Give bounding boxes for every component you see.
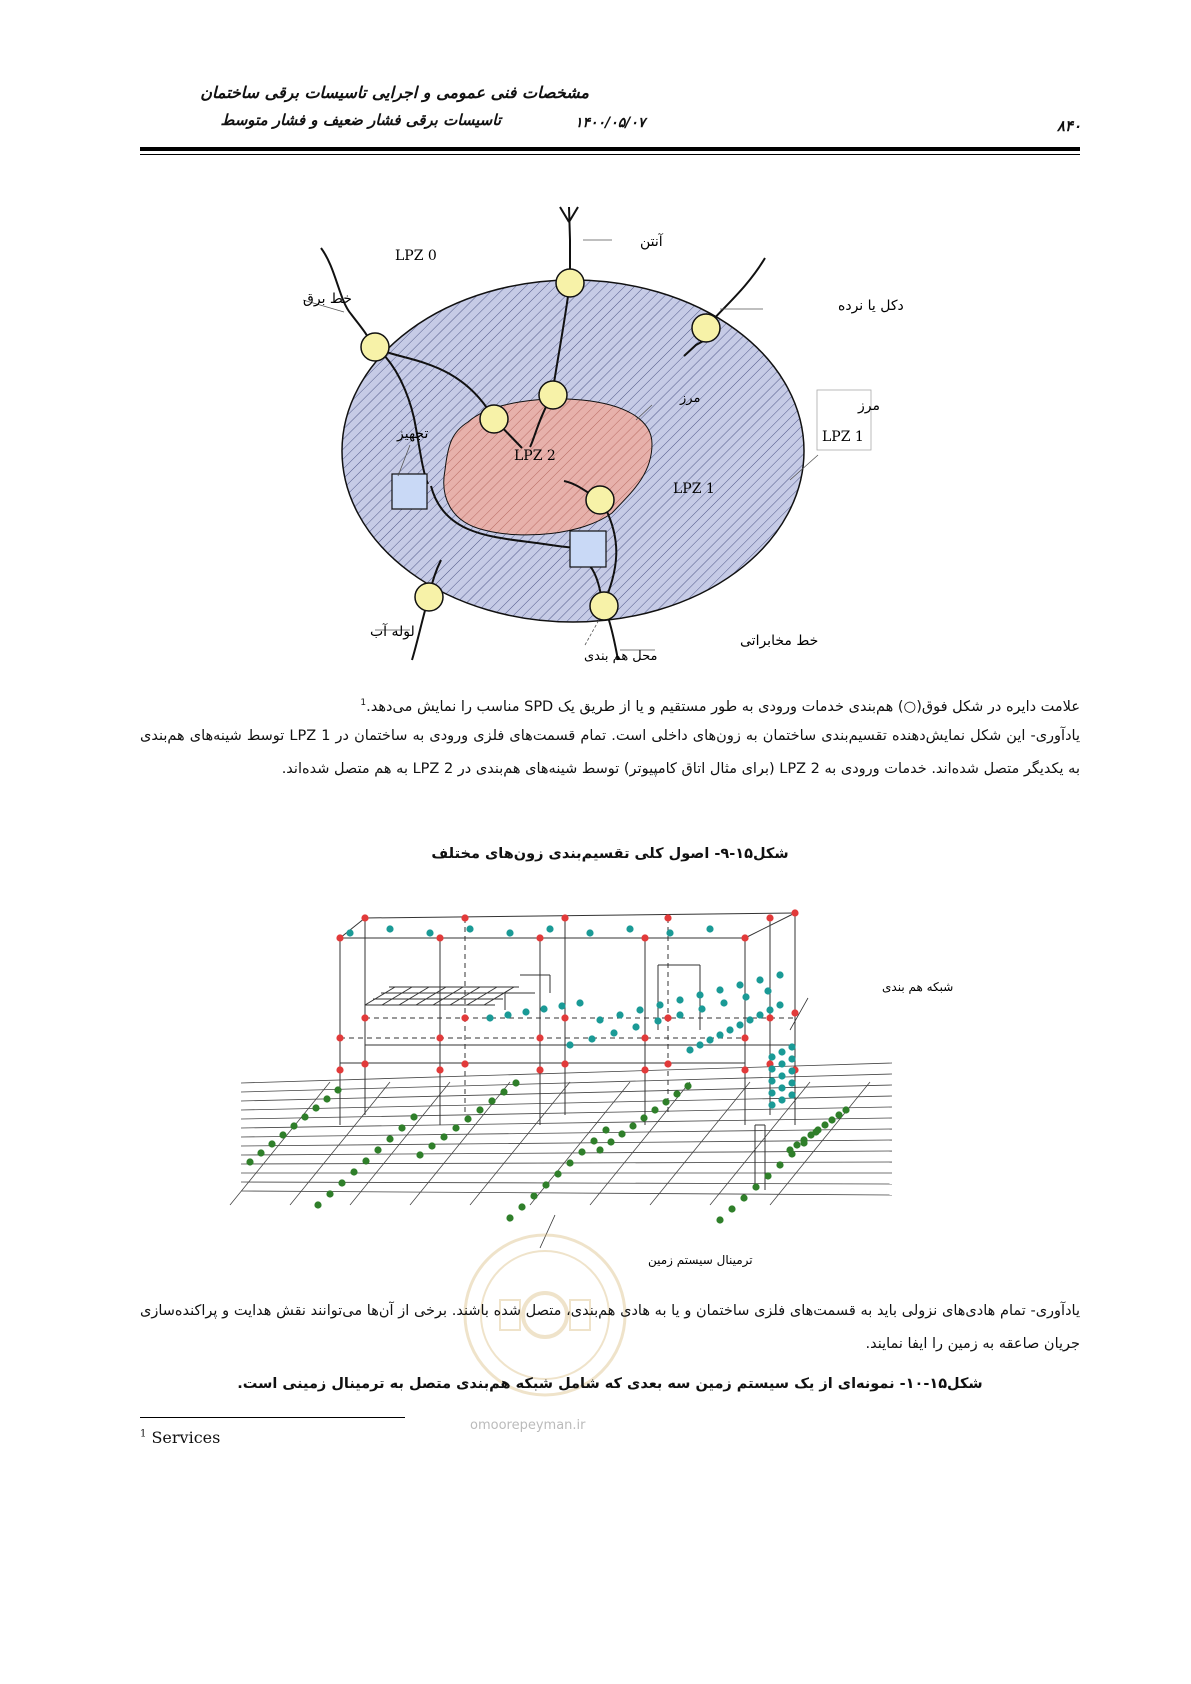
bonding-dot: [788, 1055, 795, 1062]
footnote-text: Services: [151, 1428, 221, 1447]
ground-dot: [476, 1106, 483, 1113]
ground-dot: [607, 1138, 614, 1145]
bonding-dot: [346, 929, 353, 936]
frame-node-top: [536, 934, 543, 941]
bonding-dot: [540, 1005, 547, 1012]
earthing-grid-diagram: [235, 885, 954, 1270]
ground-dot: [428, 1142, 435, 1149]
frame-node-mid: [536, 1034, 543, 1041]
ground-dot: [596, 1146, 603, 1153]
bonding-dot: [720, 999, 727, 1006]
ground-dot: [312, 1104, 319, 1111]
ground-dot: [821, 1121, 828, 1128]
bonding-node-mast: [692, 314, 720, 342]
grid-line: [241, 1107, 892, 1119]
frame-node-mid: [664, 1014, 671, 1021]
frame-node-mid: [791, 1009, 798, 1016]
bonding-dot: [768, 1077, 775, 1084]
grid-line: [230, 1082, 330, 1205]
ground-dot: [326, 1190, 333, 1197]
ground-dot: [629, 1122, 636, 1129]
bonding-dot: [766, 1006, 773, 1013]
ground-dot: [301, 1113, 308, 1120]
grid-line: [484, 987, 514, 1005]
ground-dot: [764, 1172, 771, 1179]
frame-node-top: [766, 914, 773, 921]
footnote: [140, 1428, 220, 1447]
ground-dot: [518, 1203, 525, 1210]
frame-node-top: [791, 909, 798, 916]
ground-dot: [662, 1098, 669, 1105]
bonding-dot: [626, 925, 633, 932]
bonding-dot: [778, 1048, 785, 1055]
figure2-caption: شکل۱۵-۱۰- نمونه‌ای از یک سیستم زمین سه بعدی که شامل شبکه هم‌بندی متصل به ترمینال زمینی است.: [237, 1376, 983, 1392]
bonding-dot: [706, 925, 713, 932]
frame-node-low: [436, 1066, 443, 1073]
ground-dot: [752, 1183, 759, 1190]
grid-line: [365, 913, 795, 918]
bonding-dot: [716, 986, 723, 993]
ground-dot: [290, 1122, 297, 1129]
bonding-node-lpz2-left: [480, 405, 508, 433]
grid-line: [241, 1191, 892, 1195]
frame-node-mid: [641, 1034, 648, 1041]
grid-line: [433, 987, 463, 1005]
bonding-dot: [566, 1041, 573, 1048]
ground-dot: [728, 1205, 735, 1212]
bonding-dot: [586, 929, 593, 936]
bonding-node-lpz2-right: [586, 486, 614, 514]
ground-dot: [386, 1135, 393, 1142]
frame-node-low: [664, 1060, 671, 1067]
frame-node-top: [361, 914, 368, 921]
bonding-dot: [778, 1072, 785, 1079]
bonding-dot: [788, 1067, 795, 1074]
ground-dot: [488, 1097, 495, 1104]
ground-dot: [566, 1159, 573, 1166]
ground-dot: [788, 1150, 795, 1157]
bonding-dot: [686, 1046, 693, 1053]
bonding-dot: [596, 1016, 603, 1023]
frame-node-low: [461, 1060, 468, 1067]
lpz-diagram: [250, 195, 920, 670]
ground-dot: [314, 1201, 321, 1208]
bonding-dot: [756, 1011, 763, 1018]
grid-line: [416, 987, 446, 1005]
bonding-dot: [788, 1079, 795, 1086]
bonding-node-antenna: [556, 269, 584, 297]
header-title: مشخصات فنی عمومی و اجرایی تاسیسات برقی ساختمان: [200, 83, 589, 102]
frame-node-low: [361, 1060, 368, 1067]
equipment-box-left: [392, 474, 427, 509]
bonding-dot: [676, 996, 683, 1003]
ground-dot: [374, 1146, 381, 1153]
circle-note-text: علامت دایره در شکل فوق(○) هم‌بندی خدمات ورودی به طور مستقیم و یا از طریق یک SPD مناسب را نمایش می‌دهد.: [366, 698, 1080, 715]
frame-node-top: [641, 934, 648, 941]
bonding-dot: [666, 929, 673, 936]
bonding-node-lpz2-top: [539, 381, 567, 409]
ground-dot: [716, 1216, 723, 1223]
ground-dot: [578, 1148, 585, 1155]
ground-dot: [398, 1124, 405, 1131]
bonding-dot: [788, 1091, 795, 1098]
bonding-dot: [506, 929, 513, 936]
label-bonding-network: شبکه هم بندی: [882, 980, 954, 994]
frame-node-mid: [436, 1034, 443, 1041]
footnote-number: 1: [140, 1428, 147, 1440]
bonding-dot: [736, 981, 743, 988]
grid-line: [365, 987, 395, 1005]
header-rule-thin: [140, 154, 1080, 155]
frame-node-mid: [766, 1014, 773, 1021]
ground-dot: [279, 1131, 286, 1138]
ground-dot: [828, 1116, 835, 1123]
ground-dot: [776, 1161, 783, 1168]
ground-dot: [410, 1113, 417, 1120]
bonding-dot: [778, 1060, 785, 1067]
bonding-dot: [698, 1005, 705, 1012]
label-equipment: تجهیز: [397, 426, 429, 442]
label-boundary-lpz1-zone: LPZ 1: [822, 429, 864, 445]
frame-node-top: [436, 934, 443, 941]
down-conductor-note: یادآوری- تمام هادی‌های نزولی باید به قسمت‌های فلزی ساختمان و یا به هادی هم‌بندی، متصل شده باشند. برخی از آن‌ها می‌توانند نقش هدایت و پراکنده‌سازی جریان صاعقه به زمین را ایفا نمایند.: [140, 1303, 1080, 1352]
label-antenna: آنتن: [640, 234, 663, 250]
bonding-dot: [742, 993, 749, 1000]
grid-line: [241, 1118, 892, 1128]
bonding-dot: [610, 1029, 617, 1036]
bonding-node-water: [415, 583, 443, 611]
bonding-dot: [696, 1041, 703, 1048]
ground-dot: [651, 1106, 658, 1113]
grid-line: [241, 1129, 892, 1137]
watermark-text: omoorepeyman.ir: [470, 1418, 586, 1433]
ground-dot: [323, 1095, 330, 1102]
bonding-dot: [696, 991, 703, 998]
circle-note: [140, 687, 1080, 724]
bonding-dot: [576, 999, 583, 1006]
frame-node-mid: [461, 1014, 468, 1021]
ground-dot: [500, 1088, 507, 1095]
bonding-dot: [768, 1065, 775, 1072]
equipment-box-right: [570, 531, 606, 567]
frame-node-top: [741, 934, 748, 941]
bonding-dot: [632, 1023, 639, 1030]
ground-dot: [338, 1179, 345, 1186]
bonding-dot: [616, 1011, 623, 1018]
bonding-dot: [546, 925, 553, 932]
bonding-dot: [522, 1008, 529, 1015]
label-boundary-lpz1: مرز: [858, 398, 880, 414]
ground-dot: [452, 1124, 459, 1131]
ground-dot: [512, 1079, 519, 1086]
bonding-dot: [636, 1006, 643, 1013]
ground-dot: [673, 1090, 680, 1097]
ground-dot: [350, 1168, 357, 1175]
bonding-dot: [588, 1035, 595, 1042]
label-lpz0: LPZ 0: [395, 248, 437, 264]
bonding-dot: [764, 987, 771, 994]
bonding-dot: [768, 1053, 775, 1060]
ground-dot: [440, 1133, 447, 1140]
bonding-node-power: [361, 333, 389, 361]
bonding-dot: [716, 1031, 723, 1038]
frame-node-top: [561, 914, 568, 921]
label-mast: دکل یا نرده: [838, 298, 904, 314]
grid-line: [382, 987, 412, 1005]
footnote-ref: 1: [360, 698, 367, 708]
ground-dot: [812, 1128, 819, 1135]
grid-line: [399, 987, 429, 1005]
bonding-dot: [778, 1096, 785, 1103]
frame-node-low: [336, 1066, 343, 1073]
header-rule-thick: [140, 147, 1080, 151]
label-lpz2: LPZ 2: [514, 448, 556, 464]
bonding-dot: [706, 1036, 713, 1043]
bonding-dot: [756, 976, 763, 983]
label-bonding-location: محل هم بندی: [584, 649, 658, 664]
bonding-dot: [426, 929, 433, 936]
bonding-dot: [676, 1011, 683, 1018]
bonding-dot: [558, 1002, 565, 1009]
ground-dot: [362, 1157, 369, 1164]
frame-node-low: [561, 1060, 568, 1067]
footnote-rule: [140, 1417, 405, 1418]
ground-dot: [464, 1115, 471, 1122]
label-telecom-line: خط مخابراتی: [740, 633, 819, 649]
frame-node-low: [536, 1066, 543, 1073]
bonding-dot: [386, 925, 393, 932]
frame-node-low: [641, 1066, 648, 1073]
ground-dot: [246, 1158, 253, 1165]
bonding-node-telecom: [590, 592, 618, 620]
header-date: ۱۴۰۰/۰۵/۰۷: [575, 115, 646, 131]
label-boundary-lpz2: مرز: [680, 391, 701, 406]
bonding-dot: [778, 1084, 785, 1091]
bonding-dot: [776, 971, 783, 978]
ground-dot: [842, 1106, 849, 1113]
ground-dot: [640, 1114, 647, 1121]
zones-note: یادآوری- این شکل نمایش‌دهنده تقسیم‌بندی ساختمان به زون‌های داخلی است. تمام قسمت‌های فلزی ورودی به ساختمان در LPZ 1 توسط شینه‌های هم‌بندی به یکدیگر متصل شده‌اند. خدمات ورودی به LPZ 2 (برای مثال اتاق کامپیوتر) توسط شینه‌های هم‌بندی در LPZ 2 به هم متصل شده‌اند.: [140, 728, 1080, 777]
bonding-dot: [736, 1021, 743, 1028]
frame-node-mid: [336, 1034, 343, 1041]
grid-line: [467, 987, 497, 1005]
frame-node-mid: [561, 1014, 568, 1021]
bonding-dot: [746, 1016, 753, 1023]
ground-dot: [590, 1137, 597, 1144]
label-water-pipe: لوله آب: [370, 624, 415, 640]
frame-node-low: [741, 1066, 748, 1073]
ground-dot: [257, 1149, 264, 1156]
label-earth-terminal: ترمینال سیستم زمین: [648, 1253, 753, 1267]
frame-node-mid: [361, 1014, 368, 1021]
frame-node-mid: [741, 1034, 748, 1041]
bonding-dot: [504, 1011, 511, 1018]
ground-dot: [334, 1086, 341, 1093]
grid-line: [590, 1082, 690, 1205]
page-number: ۸۴۰: [1056, 117, 1081, 135]
bonding-dot: [768, 1089, 775, 1096]
grid-line: [241, 1096, 892, 1110]
header-subtitle: تاسیسات برقی فشار ضعیف و فشار متوسط: [220, 111, 501, 129]
ground-dot: [554, 1170, 561, 1177]
ground-dot: [618, 1130, 625, 1137]
bonding-dot: [466, 925, 473, 932]
frame-node-top: [336, 934, 343, 941]
frame-node-top: [461, 914, 468, 921]
bonding-dot: [656, 1001, 663, 1008]
bonding-dot: [788, 1043, 795, 1050]
bonding-dot: [776, 1001, 783, 1008]
ground-dot: [793, 1141, 800, 1148]
bonding-dot: [768, 1101, 775, 1108]
figure1-caption: شکل۱۵-۹- اصول کلی تقسیم‌بندی زون‌های مختلف: [431, 846, 789, 862]
ground-dot: [416, 1151, 423, 1158]
ground-dot: [835, 1111, 842, 1118]
ground-dot: [268, 1140, 275, 1147]
frame-node-top: [664, 914, 671, 921]
ground-dot: [740, 1194, 747, 1201]
bonding-dot: [486, 1014, 493, 1021]
ground-dot: [684, 1082, 691, 1089]
bonding-dot: [726, 1026, 733, 1033]
label-power-line: خط برق: [303, 291, 352, 307]
bonding-dot: [654, 1017, 661, 1024]
ground-dot: [542, 1181, 549, 1188]
label-lpz1: LPZ 1: [673, 481, 715, 497]
ground-dot: [800, 1139, 807, 1146]
ground-dot: [602, 1126, 609, 1133]
ground-dot: [530, 1192, 537, 1199]
